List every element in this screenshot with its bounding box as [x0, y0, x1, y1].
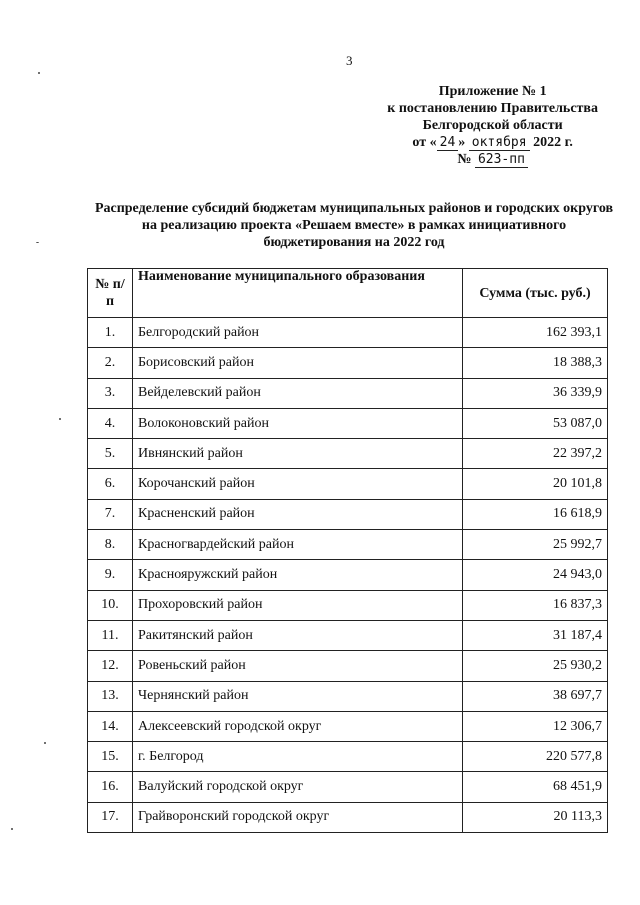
row-sum: 25 930,2 — [463, 651, 608, 681]
row-name: Алексеевский городской округ — [133, 711, 463, 741]
decree-month: октября — [469, 135, 530, 151]
table-row — [88, 651, 608, 681]
row-name: Корочанский район — [133, 469, 463, 499]
row-name: Ивнянский район — [133, 439, 463, 469]
row-num: 12. — [88, 651, 133, 681]
row-sum: 18 388,3 — [463, 348, 608, 378]
row-num: 5. — [88, 439, 133, 469]
table-row — [88, 318, 608, 348]
row-sum: 31 187,4 — [463, 620, 608, 650]
scan-speck — [59, 418, 61, 420]
row-name: Волоконовский район — [133, 408, 463, 438]
row-num: 11. — [88, 620, 133, 650]
row-num: 15. — [88, 742, 133, 772]
row-sum: 20 113,3 — [463, 802, 608, 832]
table-header-row — [88, 269, 608, 318]
row-sum: 38 697,7 — [463, 681, 608, 711]
row-sum: 24 943,0 — [463, 560, 608, 590]
row-sum: 220 577,8 — [463, 742, 608, 772]
row-num: 14. — [88, 711, 133, 741]
table-row — [88, 711, 608, 741]
table-row — [88, 681, 608, 711]
appendix-title: Приложение № 1 — [438, 84, 547, 99]
row-num: 7. — [88, 499, 133, 529]
scan-speck — [44, 742, 46, 744]
row-sum: 16 837,3 — [463, 590, 608, 620]
row-name: Валуйский городской округ — [133, 772, 463, 802]
row-name: Ровеньский район — [133, 651, 463, 681]
table-row — [88, 802, 608, 832]
row-name: Красногвардейский район — [133, 530, 463, 560]
row-sum: 16 618,9 — [463, 499, 608, 529]
table-row — [88, 348, 608, 378]
row-name: Ракитянский район — [133, 620, 463, 650]
header-name: Наименование муниципального образования — [133, 269, 463, 318]
row-sum: 20 101,8 — [463, 469, 608, 499]
row-num: 9. — [88, 560, 133, 590]
row-num: 4. — [88, 408, 133, 438]
row-sum: 12 306,7 — [463, 711, 608, 741]
decree-day: 24 — [437, 135, 459, 151]
row-num: 2. — [88, 348, 133, 378]
header-sum: Сумма (тыс. руб.) — [463, 269, 608, 318]
row-sum: 25 992,7 — [463, 530, 608, 560]
table-row — [88, 530, 608, 560]
row-name: Прохоровский район — [133, 590, 463, 620]
row-name: Красненский район — [133, 499, 463, 529]
table-row — [88, 378, 608, 408]
table-row — [88, 499, 608, 529]
decree-number-value: 623-пп — [475, 152, 528, 168]
page-number: 3 — [346, 53, 353, 68]
table-row — [88, 560, 608, 590]
row-name: Чернянский район — [133, 681, 463, 711]
row-name: Краснояружский район — [133, 560, 463, 590]
scan-speck — [36, 242, 39, 243]
row-num: 8. — [88, 530, 133, 560]
table-row — [88, 590, 608, 620]
appendix-region: Белгородской области — [422, 118, 563, 133]
scan-speck — [38, 72, 40, 74]
table-row — [88, 620, 608, 650]
row-name: Борисовский район — [133, 348, 463, 378]
row-sum: 68 451,9 — [463, 772, 608, 802]
row-num: 13. — [88, 681, 133, 711]
decree-date: от « 24 » октября 2022 г. — [412, 135, 573, 150]
appendix-decree-ref: к постановлению Правительства — [387, 101, 598, 116]
row-sum: 162 393,1 — [463, 318, 608, 348]
row-sum: 22 397,2 — [463, 439, 608, 469]
row-num: 10. — [88, 590, 133, 620]
row-num: 16. — [88, 772, 133, 802]
row-sum: 53 087,0 — [463, 408, 608, 438]
row-name: Грайворонский городской округ — [133, 802, 463, 832]
row-name: Вейделевский район — [133, 378, 463, 408]
row-name: г. Белгород — [133, 742, 463, 772]
row-sum: 36 339,9 — [463, 378, 608, 408]
row-name: Белгородский район — [133, 318, 463, 348]
scan-speck — [11, 828, 13, 830]
table-row — [88, 772, 608, 802]
appendix-header — [387, 83, 598, 168]
table-row — [88, 742, 608, 772]
row-num: 1. — [88, 318, 133, 348]
table-row — [88, 439, 608, 469]
row-num: 3. — [88, 378, 133, 408]
header-num: № п/п — [88, 269, 133, 318]
row-num: 6. — [88, 469, 133, 499]
table-row — [88, 408, 608, 438]
subsidies-table — [87, 268, 608, 833]
document-title: Распределение субсидий бюджетам муниципальных районов и городских округов на реализацию проекта «Решаем вместе» в рамках инициативного бюджетирования на 2022 год — [94, 201, 614, 250]
decree-number: № 623-пп — [387, 151, 598, 168]
table-row — [88, 469, 608, 499]
row-num: 17. — [88, 802, 133, 832]
